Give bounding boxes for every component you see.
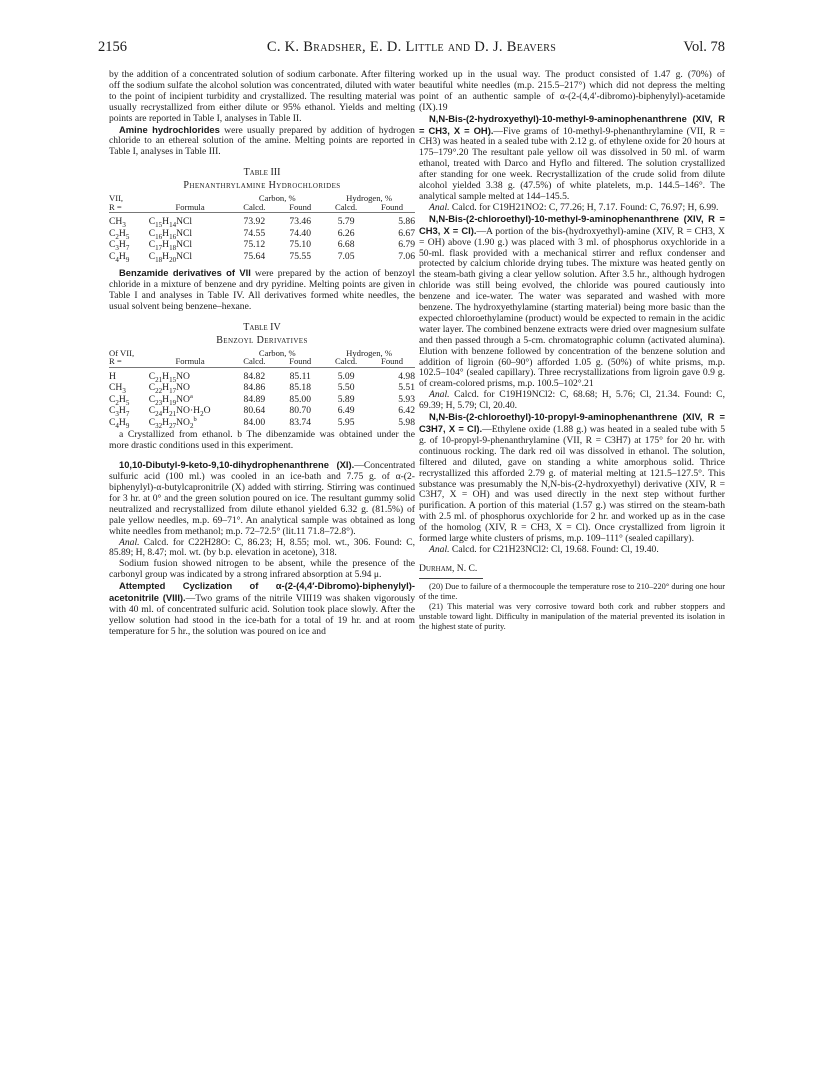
paragraph-attempted-cyclization — [109, 581, 415, 638]
table-cell: 7.05 — [337, 250, 355, 262]
table-cell: H — [109, 370, 116, 382]
table-row — [109, 394, 415, 406]
column-header: Formula — [149, 357, 232, 367]
table-cell: 5.09 — [337, 370, 355, 382]
column-group-header: Hydrogen, % — [346, 193, 392, 204]
paragraph-text: —A portion of the bis-(hydroxyethyl)-amine (XIV, R = CH3, X = OH) above (1.90 g.) was placed with 3 ml. of phosphorus oxychloride in a 50-ml. flask provided with a mechanical stirrer and reflux condenser and protected by calcium chloride drying tubes. The mixture was heated gently on the steam-bath giving a clear yellow solution. After 3.5 hr., although hydrogen chloride was still being evolved, the chloride was poured cautiously into benzene and ice-water. The water was separated and washed with more benzene. The hydroxyethylamine (starting material) being more basic than the expected chloroethylamine (product) would be expected to remain in the acidic water layer. The combined benzene extracts were dried over magnesium sulfate and then passed through a 5-cm. chromatographic column (activated alumina). Elution with benzene followed by concentration of the benzene solution and addition of ligroin (60–90°) afforded 1.05 g. (50%) of white prisms, m.p. 102.5–104° (sealed capillary). Three recrystallizations from ligroin gave 0.9 g. of cream-colored prisms, m.p. 100.5–102°.21 — [419, 225, 725, 390]
table-cell: $C_2H_5$ — [109, 227, 130, 241]
table-row — [109, 367, 415, 382]
table-cell: 5.98 — [398, 416, 415, 428]
table-cell: 6.68 — [337, 239, 355, 251]
volume-label: Vol. 78 — [683, 39, 725, 55]
anal-label: Anal. — [429, 201, 450, 213]
table-cell: $C_{17}H_{18}NCl$ — [148, 239, 193, 253]
column-header: Found — [369, 203, 415, 213]
table-cell: $C_{23}H_{19}NO^a$ — [148, 392, 193, 407]
table-cell: 6.67 — [398, 227, 415, 239]
table-caption: Table IV — [243, 321, 281, 333]
column-header: Calcd. — [323, 203, 369, 213]
table-cell: 7.06 — [398, 250, 415, 262]
paragraph-benzamide-derivatives — [109, 268, 415, 313]
table-cell: 84.82 — [243, 370, 266, 382]
table-iii — [109, 166, 415, 262]
table-cell: 75.12 — [243, 239, 266, 251]
table-cell: $C_{15}H_{14}NCl$ — [148, 216, 193, 230]
column-header: Found — [277, 357, 323, 367]
table-cell: 6.42 — [398, 405, 415, 417]
column-group-header: Carbon, % — [258, 347, 296, 358]
section-heading: N,N-Bis-(2-hydroxyethyl)-10-methyl-9-aminophenanthrene (XIV, R = CH3, X = OH). — [419, 112, 725, 136]
paragraph-analysis — [419, 545, 725, 556]
table-cell: 5.93 — [398, 393, 415, 405]
table-cell: $C_4H_9$ — [109, 250, 130, 264]
table-title: Phenanthrylamine Hydrochlorides — [183, 180, 341, 192]
section-heading: N,N-Bis-(2-chloroethyl)-10-methyl-9-aminophenanthrene (XIV, R = CH3, X = Cl). — [419, 212, 725, 236]
paragraph-dibutyl-keto — [109, 460, 415, 537]
section-heading: N,N-Bis-(2-chloroethyl)-10-propyl-9-aminophenanthrene (XIV, R = C3H7, X = Cl). — [419, 411, 725, 434]
institution-location: Durham, N. C. — [419, 562, 478, 574]
table-cell: 74.40 — [289, 227, 312, 239]
table-caption: Table III — [243, 167, 281, 179]
paragraph: Sodium fusion showed nitrogen to be absent, while the presence of the carbonyl group was indicated by a strong infrared absorption at 5.94 μ. — [109, 558, 415, 581]
table-cell: 84.89 — [243, 393, 266, 405]
table-row — [109, 251, 415, 263]
table-cell: $C_{21}H_{15}NO$ — [148, 370, 190, 384]
footnote: (20) Due to failure of a thermocouple the temperature rose to 210–220° during one hour of the time. — [419, 581, 725, 601]
table-cell: 80.70 — [289, 405, 312, 417]
table-cell: 85.11 — [289, 370, 311, 382]
table-title: Benzoyl Derivatives — [216, 334, 308, 346]
table-cell: 4.98 — [398, 370, 415, 382]
footnote-divider — [419, 578, 483, 579]
table-cell: 75.10 — [289, 239, 312, 251]
section-heading: Amine hydrochlorides — [119, 123, 220, 135]
column-header: Found — [369, 357, 415, 367]
table-cell: 5.89 — [337, 393, 355, 405]
paragraph-text: were usually prepared by addition of hydrogen chloride to an ethereal solution of the amine. Melting points are reported in Table I, analyses in Table III. — [109, 124, 415, 158]
data-table — [109, 349, 415, 429]
table-cell: 5.95 — [337, 416, 355, 428]
section-heading: Attempted Cyclization of α-(2-(4,4′-Dibromo)-biphenylyl)-acetonitrile (VIII). — [109, 580, 415, 604]
column-header: Of VII, — [109, 347, 135, 358]
table-cell: 75.55 — [289, 250, 312, 262]
paragraph-text: —Concentrated sulfuric acid (100 ml.) was cooled in an ice-bath and 7.75 g. of α-(2-biphenylyl)-α-butylcapronitrile (X) added with stirring. Stirring was continued for 3 hr. at 0° and the green solution poured on ice. The resultant gummy solid neutralized and recrystallized from dilute ethanol yielded 6.32 g. (81.5%) of pale yellow needles, m.p. 69–71°. An analytical sample was obtained as long white needles from methanol; m.p. 72–72.5° (lit.11 71.8–72.8°). — [109, 460, 415, 537]
running-header — [98, 39, 725, 59]
table-cell: 80.64 — [243, 405, 266, 417]
paragraph-text: Calcd. for C19H19NCl2: C, 68.68; H, 5.76; Cl, 21.34. Found: C, 69.39; H, 5.79; Cl, 20.40. — [419, 389, 725, 412]
footnote: (21) This material was very corrosive toward both cork and rubber stoppers and unstable toward light. Difficulty in manipulation of the material prevented its isolation in the highest state of purity. — [419, 601, 725, 631]
section-heading: 10,10-Dibutyl-9-keto-9,10-dihydrophenanthrene (XI). — [119, 459, 355, 471]
anal-label: Anal. — [429, 543, 450, 555]
paragraph-bis-chloroethyl-propyl — [419, 412, 725, 545]
table-row — [109, 417, 415, 429]
table-cell: $CH_3$ — [109, 382, 126, 396]
section-heading: Benzamide derivatives of VII — [119, 267, 251, 279]
column-header: Calcd. — [323, 357, 369, 367]
table-cell: 6.26 — [337, 227, 355, 239]
table-cell: $C_3H_7$ — [109, 239, 130, 253]
table-cell: $C_{16}H_{16}NCl$ — [148, 227, 193, 241]
column-header: R = — [109, 203, 149, 213]
data-table — [109, 194, 415, 262]
page-number: 2156 — [98, 39, 127, 55]
table-cell: 6.79 — [398, 239, 415, 251]
table-cell: 5.50 — [337, 382, 355, 394]
table-cell: 84.86 — [243, 382, 266, 394]
table-cell: $CH_3$ — [109, 216, 126, 230]
table-cell: $C_{22}H_{17}NO$ — [148, 382, 190, 396]
table-cell: $C_{24}H_{21}NO\cdot H_2O$ — [148, 405, 211, 419]
column-header: Calcd. — [231, 203, 277, 213]
paragraph-bis-hydroxyethyl — [419, 114, 725, 203]
column-header: Calcd. — [231, 357, 277, 367]
right-column — [419, 70, 725, 632]
paragraph-text: Calcd. for C21H23NCl2: Cl, 19.68. Found: Cl, 19.40. — [449, 543, 659, 555]
table-cell: 5.79 — [337, 216, 355, 228]
column-header: R = — [109, 357, 149, 367]
table-cell: 73.92 — [243, 216, 266, 228]
column-group-header: Carbon, % — [258, 193, 296, 204]
paragraph-analysis — [419, 390, 725, 412]
table-cell: $C_4H_9$ — [109, 416, 130, 430]
column-header: Formula — [149, 203, 232, 213]
table-footnote: a Crystallized from ethanol. b The dibenzamide was obtained under the more drastic conditions used in this experiment. — [109, 429, 415, 452]
paragraph: by the addition of a concentrated solution of sodium carbonate. After filtering off the sodium sulfate the alcohol solution was concentrated, diluted with water to the point of incipient turbidity and crystallized. The resulting material was usually recrystallized from either dilute or 95% ethanol. Yields and melting points are reported in Table I, analyses in Table II. — [109, 69, 415, 124]
table-row — [109, 239, 415, 251]
paragraph-text: —Five grams of 10-methyl-9-phenanthrylamine (VII, R = CH3) was heated in a sealed tube with 2.12 g. of ethylene oxide for 20 hours at 175–179°.20 The resultant pale yellow oil was dissolved in 50 ml. of warm ethanol, treated with Darco and Hyflo and filtered. The solution crystallized after standing for one week. Recrystallization of the crude solid from dilute alcohol yielded 3.38 g. (47.5%) of white platelets, m.p. 144.5–146°. The analytical sample melted at 144–145.5. — [419, 125, 725, 202]
anal-label: Anal. — [429, 389, 450, 401]
table-cell: 73.46 — [289, 216, 312, 228]
table-cell: 75.64 — [243, 250, 266, 262]
paragraph-text: —Two grams of the nitrile VIII19 was shaken vigorously with 40 ml. of concentrated sulfuric acid. Solution took place slowly. After the yellow solution had stood in the ice-bath for a total of 19 hr. and at room temperature for 5 hr., the solution was poured on ice and — [109, 593, 415, 637]
paragraph: worked up in the usual way. The product consisted of 1.47 g. (70%) of beautiful white needles (m.p. 215.5–217°) which did not depress the melting point of an authentic sample of α-(2-(4,4′-dibromo)-biphenylyl)-acetamide (IX).19 — [419, 69, 725, 113]
table-cell: $C_{18}H_{20}NCl$ — [148, 250, 193, 264]
table-iv — [109, 321, 415, 452]
table-cell: 85.18 — [289, 382, 312, 394]
paragraph-amine-hydrochlorides — [109, 125, 415, 159]
paragraph-text: Calcd. for C19H21NO2: C, 77.26; H, 7.17. Found: C, 76.97; H, 6.99. — [449, 201, 719, 213]
running-authors: C. K. Bradsher, E. D. Little and D. J. Beavers — [266, 39, 557, 55]
paragraph-bis-chloroethyl-methyl — [419, 214, 725, 391]
table-cell: 6.49 — [337, 405, 355, 417]
paragraph-text: Calcd. for C22H28O: C, 86.23; H, 8.55; mol. wt., 306. Found: C, 85.89; H, 8.47; mol. wt. (by b.p. elevation in acetone), 318. — [109, 536, 415, 559]
table-cell: 83.74 — [289, 416, 312, 428]
table-cell: 5.51 — [398, 382, 415, 394]
anal-label: Anal. — [119, 536, 140, 548]
table-row — [109, 213, 415, 228]
table-cell: 74.55 — [243, 227, 266, 239]
table-row — [109, 228, 415, 240]
table-cell: $C_3H_7$ — [109, 405, 130, 419]
paragraph-text: —Ethylene oxide (1.88 g.) was heated in a sealed tube with 5 g. of 10-propyl-9-phenanthrylamine (VII, R = C3H7) at 175° for 20 hr. with continuous rocking. The dark red oil was dissolved in ethanol. The solution, filtered and diluted, gave on standing a white amorphous solid. Thrice recrystallized this afforded 2.79 g. of material melting at 121.5–127.5°. This substance was presumably the N,N-bis-(2-hydroxyethyl) derivative (XIV, R = C3H7, X = OH) and was used directly in the next step without further purification. A portion of this material (1.57 g.) was stirred on the steam-bath with 2.5 ml. of phosphorus oxychloride for 2 hr. and worked up as in the case of the homolog (XIV, R = CH3, X = Cl). Once crystallized from ligroin it formed large white clusters of prisms, m.p. 109–111° (sealed capillary). — [419, 424, 726, 545]
table-cell: $C_2H_5$ — [109, 393, 130, 407]
table-cell: 84.00 — [243, 416, 266, 428]
table-cell: 5.86 — [398, 216, 415, 228]
column-header: Found — [277, 203, 323, 213]
paragraph-text: were prepared by the action of benzoyl chloride in a mixture of benzene and dry pyridine. Melting points are given in Table I and analyses in Table IV. All derivatives formed white needles, the usual solvent being benzene–hexane. — [109, 268, 415, 312]
paragraph-analysis — [109, 538, 415, 560]
table-row — [109, 405, 415, 417]
table-row — [109, 382, 415, 394]
table-cell: 85.00 — [289, 393, 312, 405]
table-cell: $C_{32}H_{27}NO_2^b$ — [148, 415, 197, 430]
left-column — [109, 70, 415, 638]
column-group-header: Hydrogen, % — [346, 347, 392, 358]
column-header: VII, — [109, 193, 124, 204]
